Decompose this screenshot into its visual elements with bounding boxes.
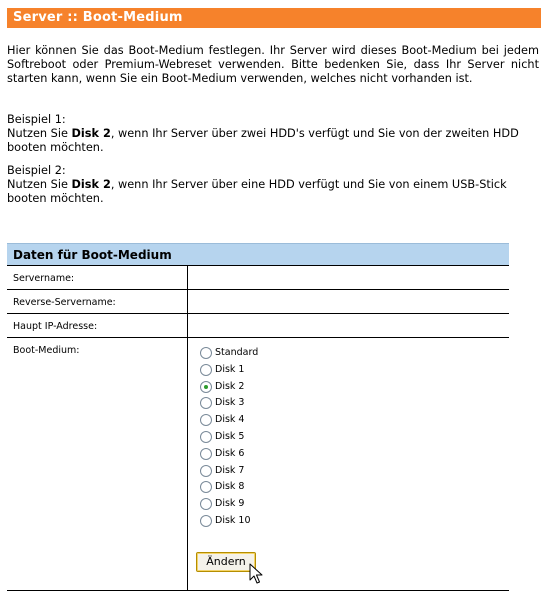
boot-option-disk-10[interactable] bbox=[200, 514, 251, 528]
radio-button[interactable] bbox=[200, 431, 212, 443]
radio-label: Disk 5 bbox=[215, 431, 245, 442]
radio-label: Disk 3 bbox=[215, 397, 245, 409]
radio-label: Disk 9 bbox=[215, 498, 245, 510]
example-1-body: Nutzen Sie Disk 2, wenn Ihr Server über zwei HDD's verfügt und Sie von der zweiten HDD booten möchten. bbox=[7, 127, 519, 154]
example-2-bold: Disk 2 bbox=[71, 178, 111, 191]
intro-text: Hier können Sie das Boot-Medium festlegen. Ihr Server wird dieses Boot-Medium bei jedem Softreboot oder Premium-Webreset verwenden. Bitte bedenken Sie, dass Ihr Server nicht starten kann, wenn Sie ein Boot-Medium verwenden, welches nicht vorhanden ist. bbox=[7, 44, 539, 85]
boot-option-disk-2[interactable] bbox=[200, 380, 244, 394]
boot-option-disk-8[interactable] bbox=[200, 480, 244, 494]
table-title: Daten für Boot-Medium bbox=[7, 243, 509, 265]
submit-button[interactable]: Ändern bbox=[196, 552, 256, 572]
radio-label: Disk 1 bbox=[215, 363, 245, 375]
example-1-heading: Beispiel 1: bbox=[7, 113, 66, 126]
radio-button[interactable] bbox=[200, 448, 212, 460]
page-title: Server :: Boot-Medium bbox=[7, 8, 541, 28]
radio-button[interactable] bbox=[200, 347, 212, 359]
radio-button[interactable] bbox=[200, 481, 212, 493]
radio-button[interactable] bbox=[200, 364, 212, 376]
radio-label: Disk 7 bbox=[215, 464, 245, 476]
example-1-bold: Disk 2 bbox=[71, 127, 111, 140]
table-column-divider bbox=[187, 265, 188, 590]
boot-option-disk-7[interactable] bbox=[200, 464, 244, 478]
radio-button[interactable] bbox=[200, 414, 212, 426]
boot-option-disk-1[interactable] bbox=[200, 363, 244, 377]
example-1 bbox=[7, 113, 539, 155]
mouse-pointer-icon bbox=[249, 563, 263, 585]
radio-label: Disk 10 bbox=[215, 515, 251, 526]
radio-label: Disk 2 bbox=[215, 380, 245, 392]
boot-option-disk-6[interactable] bbox=[200, 447, 244, 461]
boot-option-disk-3[interactable] bbox=[200, 396, 244, 410]
table-divider bbox=[7, 313, 509, 314]
reverse-servername-label: Reverse-Servername: bbox=[13, 297, 116, 308]
boot-option-standard[interactable] bbox=[200, 346, 258, 360]
servername-label: Servername: bbox=[13, 273, 75, 284]
radio-button[interactable] bbox=[200, 498, 212, 510]
radio-label: Disk 6 bbox=[215, 447, 245, 459]
radio-label: Disk 4 bbox=[215, 414, 245, 426]
example-2-body: Nutzen Sie Disk 2, wenn Ihr Server über eine HDD verfügt und Sie von einem USB-Stick booten möchten. bbox=[7, 178, 507, 205]
radio-button[interactable] bbox=[200, 397, 212, 409]
radio-label: Standard bbox=[215, 347, 259, 358]
radio-button[interactable] bbox=[200, 515, 212, 527]
boot-option-disk-9[interactable] bbox=[200, 497, 244, 511]
table-divider bbox=[7, 289, 509, 290]
boot-option-disk-4[interactable] bbox=[200, 413, 244, 427]
boot-medium-label: Boot-Medium: bbox=[13, 345, 80, 356]
example-2-heading: Beispiel 2: bbox=[7, 164, 66, 177]
radio-button[interactable] bbox=[200, 381, 212, 393]
example-2 bbox=[7, 164, 539, 206]
table-divider bbox=[7, 590, 509, 591]
main-ip-label: Haupt IP-Adresse: bbox=[13, 321, 98, 332]
table-divider bbox=[7, 265, 509, 266]
boot-option-disk-5[interactable] bbox=[200, 430, 244, 444]
radio-button[interactable] bbox=[200, 465, 212, 477]
radio-label: Disk 8 bbox=[215, 481, 245, 493]
table-divider bbox=[7, 337, 509, 338]
